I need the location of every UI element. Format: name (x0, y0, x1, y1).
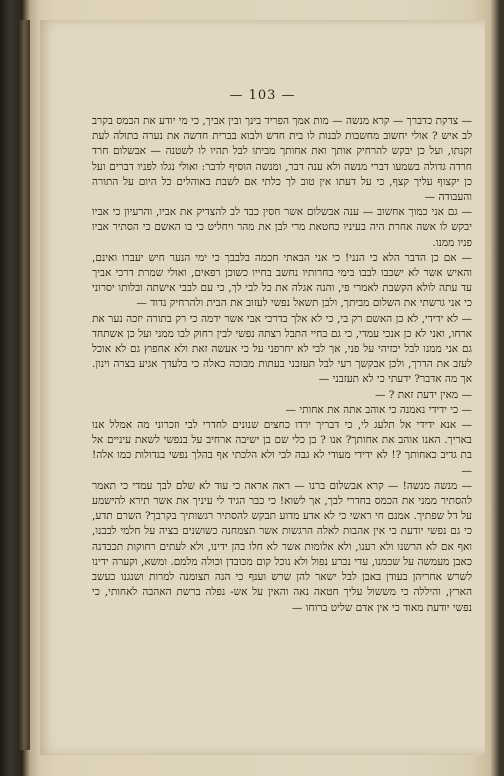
paragraph: — כי ידידי נאמנה כי אוהב אתה את אחותי — (285, 403, 472, 416)
paragraph: — מנשה מנשה! — קרא אבשלום ברנו — ראה אראה כי עוד לא שלם לבך עמדי כי תאמר להסתיר ממני את הכמס בחדרי לבך, אך לשוא! כי כבר הגיד לי עיניך את אשר תירא להישמע על דל שפתיך. אמנם חי ראשי כי לא אדע מדוע תבקש להסתיר רגשותיך בקרבך? השרם תדע, כי גם נפשי יודעת כי אין אהבות לאלה הרגשות אשר תצמחנה כשושנים בציה על חלמי לבבנו, ואף אם לא הרשנו ולא רענו, ולא אלומות אשר לא חלו בהן ידינו, ולא לעתים רחוקות תכבדנה כאבן מעמשה על שכמנו, עדי נכרע נפול ולא נוכל קום מכובדן וכולה מלמם. ומשא, וקערה ידינו לשרש אחריהן בעודן באבן לבל ישאר להן שרש וענף כי הנה תצומנה למרות ושנגנו כעשב הארץ, והיללה כי מששול עליך חטאה נאה והאין על אש- נפלה ברשת האהבה לאחותי, כי נפשי יודעת מאוד כי אין אדם שליט ברוחו — (92, 479, 472, 614)
paragraph: — לא ידידי, לא כן האשם רק בי, כי לא אלך בדרכי אבי אשר ידמה כי רק בתורה יזכה נער את ארחו, ואני לא כן אנכי עמדי, כי גם בחיי התבל רצתה נפשי לבין רחוק לבו ממני ועל כן אשתחד גם אני ממנו לבל יכזיהי על פני, אך לבי לא יחרפני על כי אעשה זאת ולא אחפוץ גם לא אוכל לעזב את הדרך, ולכן אבקשך רעי לבל תעזבני בעתות מבוכה כאלה כי בלעדך אגיע בצרה וינון. אך מה אדבר? ידעתי כי לא תעזבני — (92, 312, 472, 386)
paragraph: — אם כן הדבר הלא כי הנני! כי אני הבאתי חכמה בלבבך כי ימי הנער חיש יעברו ואינם, והאיש אשר לא ישכבו לבבו בימי בחרותיו נחשב בחייו כשוכן רפאים, ואולי שמרת דרכי אביך עד עתה לולא הקשבת לאמרי פי, והנה אגלה את כל לבי לך, כי עם לבבי אישתה ובלותו יסרוני כי אני גרשתי את השלום מביתך, ולבן תשאל נפשי לעזוב את הבית ולהרחיק נדוד — (92, 251, 472, 310)
page-number: — 103 — (229, 88, 296, 103)
paragraph: — מאין ידעת זאת ? — (374, 388, 472, 401)
hebrew-text-block (92, 114, 472, 616)
paragraph: — גם אני כמוך אחשוב — ענה אבשלום אשר חסין כבד לב להצדיק את אביו, והרעיון כי אביו יבקש לו אשה אחרת היה בעיניו כחטאת מרי לבן את מהר ויחליט כי בו האשם כי הסתיר אביו פניו ממנו. (92, 206, 472, 249)
paragraph: — אנא ידידי אל תלעג לי, כי דבריך ירדו כחצים שנונים לחדרי לבי וזכרוני מה אמלל אנו באריך. האנו אוהב את אחותך? אנו ? בן כלי שם בן ישיבה ארחיב על בנפשי לשאת עיניים אל בת גדיב כאחותך ?! לא ידידי מעודי לא גבה לבי ולא הלכתי אף בהלך נפשי בגדולות כמו אלה! — (92, 419, 472, 477)
book-page (40, 20, 485, 755)
book-spine (18, 20, 30, 750)
paragraph: — צדקת כדברך — קרא מנשה — מות אמך הפריד בינך ובין אביך, כי מי יודע את הכמס בקרב לב איש ? אולי יחשוב מחשבות לבנות לו בית חדש ולבוא בברית חדשה את נערה בתולה לעת זקנתו, ועל כן יבקש להרחיק אותך ואת אחותך מביתו לבל תהיו לו לשטנה — אבשלום חרד חרדה גדולה בשמעו דברי מנשה ולא ענה דבר, ומנשה הוסיף לדבר: ואולי נגלו לפניו דברים ועל כן יקצוף עליך קצף, כי על דעתו אין טוב לך כלתי אם לשבת באוהלים כל היום על התורה והעבודה — (92, 115, 472, 204)
